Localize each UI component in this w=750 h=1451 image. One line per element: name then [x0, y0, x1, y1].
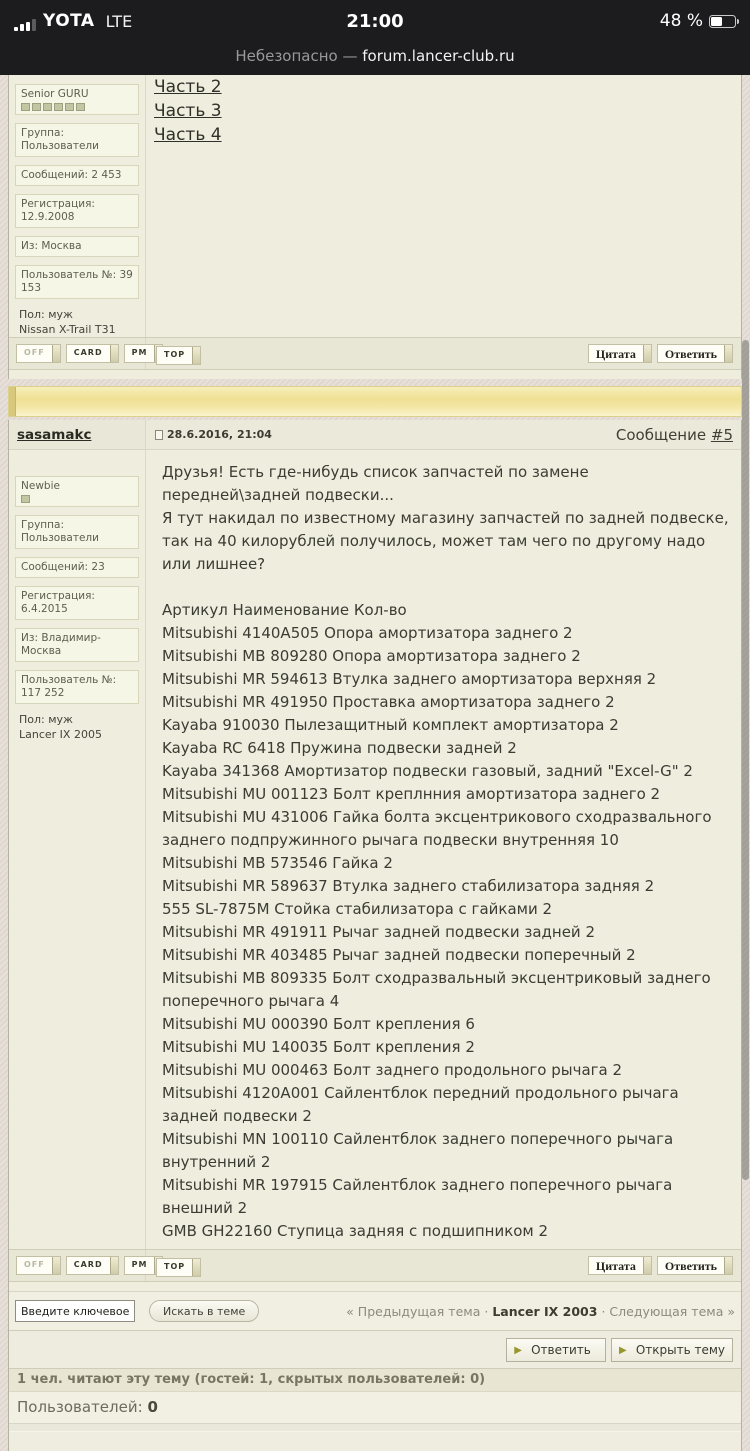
- post-part-link[interactable]: Часть 2: [154, 77, 222, 97]
- parts-list-line: Mitsubishi 4120A001 Сайлентблок передний продольного рычага задней подвески 2: [162, 1084, 679, 1125]
- rank-pip: [54, 103, 63, 111]
- new-post-marker-band: [8, 386, 742, 417]
- user-rank-box: [15, 476, 139, 507]
- user-field: Регистрация: 6.4.2015: [15, 586, 139, 620]
- url-separator: —: [342, 47, 358, 65]
- user-field: Регистрация: 12.9.2008: [15, 194, 139, 228]
- reply-button[interactable]: Ответить: [657, 344, 733, 363]
- blank-line: [162, 576, 729, 599]
- parts-list-line: Mitsubishi MR 491911 Рычаг задней подвески задней 2: [162, 923, 595, 941]
- network-type-label: LTE: [105, 12, 133, 31]
- user-field: Группа: Пользователи: [15, 123, 139, 157]
- quote-button[interactable]: Цитата: [588, 344, 652, 363]
- user-rank-label: Newbie: [21, 480, 60, 492]
- pm-button[interactable]: PM: [124, 1256, 164, 1275]
- user-field: Пользователь №: 39 153: [15, 265, 139, 299]
- user-field: Пользователь №: 117 252: [15, 670, 139, 704]
- rank-pip: [43, 103, 52, 111]
- parts-list-line: Mitsubishi MR 197915 Сайлентблок заднего поперечного рычага внешний 2: [162, 1176, 673, 1217]
- post-1-user-panel: [9, 75, 146, 337]
- rank-pip: [21, 103, 30, 111]
- parts-list-line: Mitsubishi MN 100110 Сайлентблок заднего поперечного рычага внутренний 2: [162, 1130, 674, 1171]
- post-1: [8, 75, 742, 370]
- post-2-user-panel: [9, 450, 146, 1249]
- rank-pip: [32, 103, 41, 111]
- parts-list-line: Mitsubishi MB 809335 Болт сходразвальный эксцентриковый заднего поперечного рычага 4: [162, 969, 711, 1010]
- scrollbar[interactable]: [742, 340, 749, 1180]
- rank-pip: [21, 495, 30, 503]
- prev-topic-link[interactable]: « Предыдущая тема: [346, 1303, 481, 1319]
- parts-list-line: Mitsubishi MU 431006 Гайка болта эксцентрикового сходразвального заднего подпружинного рычага подвески внутренняя 10: [162, 808, 712, 849]
- post-1-body: [146, 75, 741, 337]
- topic-action-row: [8, 1331, 742, 1368]
- search-input[interactable]: [15, 1300, 135, 1322]
- reply-button[interactable]: Ответить: [657, 1256, 733, 1275]
- post-date: 28.6.2016, 21:04: [167, 428, 272, 441]
- rank-pip: [65, 103, 74, 111]
- user-extra-line: Пол: муж: [19, 713, 73, 726]
- user-field: Из: Владимир-Москва: [15, 628, 139, 662]
- parts-list-line: Kayaba RC 6418 Пружина подвески задней 2: [162, 739, 517, 757]
- parts-list-line: Mitsubishi MU 000390 Болт крепления 6: [162, 1015, 475, 1033]
- post-part-link[interactable]: Часть 4: [154, 125, 222, 145]
- parts-list-line: Kayaba 910030 Пылезащитный комплект амортизатора 2: [162, 716, 619, 734]
- rank-pip: [76, 103, 85, 111]
- current-forum-label: Lancer IX 2003: [492, 1303, 598, 1319]
- post-1-button-row: [9, 337, 741, 370]
- parts-list-line: GMB GH22160 Ступица задняя с подшипником 2: [162, 1222, 549, 1240]
- parts-list-line: Mitsubishi MU 000463 Болт заднего продольного рычага 2: [162, 1061, 623, 1079]
- marker-band-tab: [9, 387, 16, 416]
- parts-list-line: Mitsubishi MR 589637 Втулка заднего стабилизатора задняя 2: [162, 877, 655, 895]
- posts-gap: [8, 379, 742, 386]
- battery-percent-label: 48 %: [659, 11, 703, 31]
- topic-readers-stats: 1 чел. читают эту тему (гостей: 1, скрытых пользователей: 0): [9, 1368, 741, 1392]
- user-field: Сообщений: 23: [15, 557, 139, 578]
- card-button[interactable]: CARD: [66, 1256, 119, 1275]
- footer-strip: [9, 1431, 741, 1451]
- post-date-icon: [155, 430, 163, 440]
- topic-search-row: [9, 1291, 741, 1331]
- user-field: Сообщений: 2 453: [15, 165, 139, 186]
- clock: 21:00: [346, 10, 404, 32]
- site-domain: forum.lancer-club.ru: [362, 47, 515, 65]
- reply-to-topic-button[interactable]: ▶ Ответить: [506, 1338, 606, 1362]
- parts-list-line: Mitsubishi MB 809280 Опора амортизатора заднего 2: [162, 647, 581, 665]
- next-topic-link[interactable]: Следующая тема »: [609, 1303, 735, 1319]
- parts-list-line: Mitsubishi MU 140035 Болт крепления 2: [162, 1038, 475, 1056]
- post-part-link[interactable]: Часть 3: [154, 101, 222, 121]
- arrow-icon: ▶: [514, 1344, 522, 1356]
- open-new-topic-button[interactable]: ▶ Открыть тему: [611, 1338, 733, 1362]
- card-button[interactable]: CARD: [66, 344, 119, 363]
- offline-status-button[interactable]: OFF: [16, 344, 61, 363]
- parts-list-line: Mitsubishi MR 491950 Проставка амортизатора заднего 2: [162, 693, 615, 711]
- user-extra-line: Lancer IX 2005: [19, 728, 102, 741]
- post-2: [8, 420, 742, 1331]
- parts-list-line: Kayaba 341368 Амортизатор подвески газовый, задний "Excel-G" 2: [162, 762, 693, 780]
- rank-pips: [21, 103, 133, 111]
- user-rank-box: [15, 84, 139, 115]
- post-text: [154, 454, 735, 1249]
- top-button[interactable]: TOP: [156, 346, 201, 365]
- post-2-button-row: [9, 1249, 741, 1282]
- topic-users-stats: Пользователей: 0: [9, 1392, 741, 1423]
- user-extra-line: Nissan X-Trail T31: [19, 323, 116, 336]
- message-label: Сообщение: [615, 425, 707, 444]
- top-button[interactable]: TOP: [156, 1258, 201, 1277]
- arrow-icon: ▶: [618, 1344, 627, 1356]
- user-field: Группа: Пользователи: [15, 515, 139, 549]
- parts-list-line: Mitsubishi MR 594613 Втулка заднего амортизатора верхняя 2: [162, 670, 657, 688]
- offline-status-button[interactable]: OFF: [16, 1256, 61, 1275]
- pm-button[interactable]: PM: [124, 344, 164, 363]
- parts-list-line: Mitsubishi MB 573546 Гайка 2: [162, 854, 393, 872]
- user-extra-line: Пол: муж: [19, 308, 73, 321]
- topic-navigation: « Предыдущая тема · Lancer IX 2003 · Следующая тема »: [346, 1303, 735, 1319]
- user-rank-label: Senior GURU: [21, 88, 89, 100]
- search-in-topic-button[interactable]: Искать в теме: [149, 1300, 259, 1322]
- quote-button[interactable]: Цитата: [588, 1256, 652, 1275]
- forum-page: [0, 75, 750, 1451]
- parts-list-line: Mitsubishi 4140A505 Опора амортизатора заднего 2: [162, 624, 573, 642]
- battery-icon: [709, 15, 736, 28]
- parts-list-line: Mitsubishi MU 001123 Болт креплнния амортизатора заднего 2: [162, 785, 661, 803]
- post-2-body: [146, 450, 741, 1249]
- parts-list-line: Mitsubishi MR 403485 Рычаг задней подвески поперечный 2: [162, 946, 636, 964]
- parts-list-line: 555 SL-7875M Стойка стабилизатора с гайками 2: [162, 900, 553, 918]
- parts-list-header: Артикул Наименование Кол-во: [162, 601, 407, 619]
- post-paragraph: Я тут накидал по известному магазину запчастей по задней подвеске, так на 40 килорублей получилось, может там чего по другому надо или лишнее?: [162, 509, 729, 573]
- footer-strip: [9, 1423, 741, 1431]
- safari-url-bar[interactable]: [0, 42, 750, 75]
- post-paragraph: Друзья! Есть где-нибудь список запчастей по замене передней\задней подвески...: [162, 463, 589, 504]
- post-1-footer-strip: [8, 370, 742, 379]
- security-warning-label: Небезопасно: [235, 47, 338, 65]
- message-number-link[interactable]: #5: [710, 425, 733, 444]
- author-link[interactable]: sasamakc: [17, 426, 92, 443]
- user-field: Из: Москва: [15, 236, 139, 257]
- rank-pips: [21, 495, 133, 503]
- carrier-label: YOTA: [43, 11, 95, 31]
- post-2-header: [9, 420, 741, 450]
- status-bar: [0, 0, 750, 75]
